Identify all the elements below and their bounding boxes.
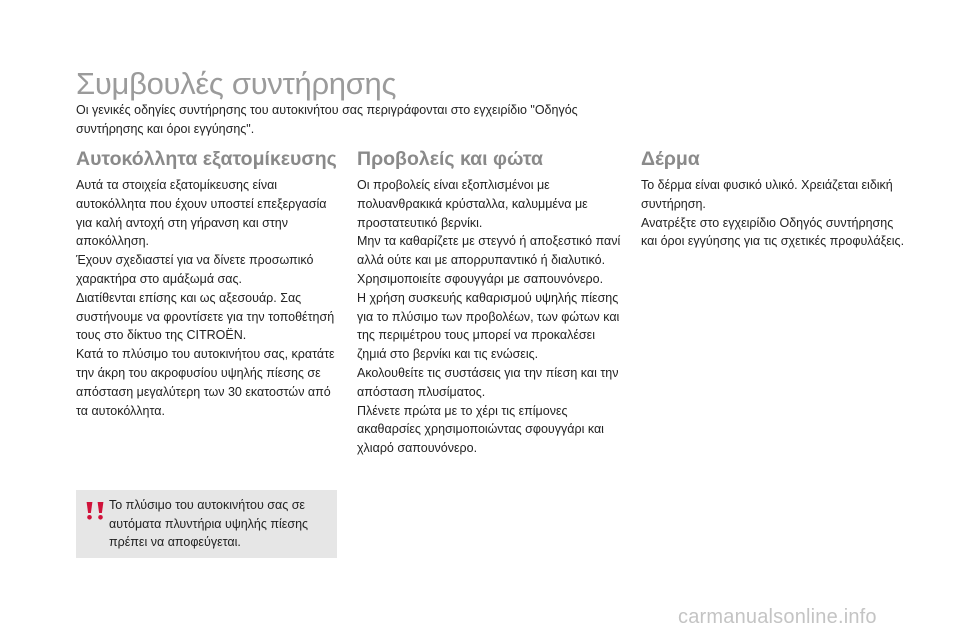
watermark: carmanualsonline.info	[678, 606, 877, 628]
paragraph: Πλένετε πρώτα με το χέρι τις επίμονες ακαθαρσίες χρησιμοποιώντας σφουγγάρι και χλιαρό σαπουνόνερο.	[357, 403, 604, 456]
intro-text: Οι γενικές οδηγίες συντήρησης του αυτοκινήτου σας περιγράφονται στο εγχειρίδιο "Οδηγός συντήρησης και όροι εγγύησης".	[76, 103, 578, 136]
paragraph: Ανατρέξτε στο εγχειρίδιο Οδηγός συντήρησης και όροι εγγύησης για τις σχετικές προφυλάξεις.	[641, 215, 905, 249]
paragraph: Διατίθενται επίσης και ως αξεσουάρ. Σας συστήνουμε να φροντίσετε για την τοποθέτησή τους στο δίκτυο της CITROËN.	[76, 290, 335, 343]
paragraph: Το δέρμα είναι φυσικό υλικό. Χρειάζεται ειδική συντήρηση.	[641, 178, 893, 211]
paragraph: Αυτά τα στοιχεία εξατομίκευσης είναι αυτοκόλλητα που έχουν υποστεί επεξεργασία για καλή αντοχή στη γήρανση και στην αποκόλληση.	[76, 178, 327, 249]
paragraph: Μην τα καθαρίζετε με στεγνό ή αποξεστικό πανί αλλά ούτε και με απορρυπαντικό ή διαλυτικό.	[357, 234, 621, 268]
warning-box	[76, 490, 337, 558]
paragraph: Κατά το πλύσιμο του αυτοκινήτου σας, κρατάτε την άκρη του ακροφυσίου υψηλής πίεσης σε απόσταση μεγαλύτερη των 30 εκατοστών από τα αυτοκόλλητα.	[76, 347, 335, 418]
page-title: Συμβουλές συντήρησης	[76, 66, 397, 101]
section-stickers	[76, 147, 344, 420]
warning-text: Το πλύσιμο του αυτοκινήτου σας σε αυτόματα πλυντήρια υψηλής πίεσης πρέπει να αποφεύγεται.	[109, 498, 309, 549]
paragraph: Οι προβολείς είναι εξοπλισμένοι με πολυανθρακικά κρύσταλλα, καλυμμένα με προστατευτικό βερνίκι.	[357, 178, 588, 230]
section-leather	[641, 147, 911, 251]
section-headlamps	[357, 147, 627, 458]
paragraph: Ακολουθείτε τις συστάσεις για την πίεση και την απόσταση πλυσίματος.	[357, 365, 619, 399]
paragraph: Χρησιμοποιείτε σφουγγάρι με σαπουνόνερο.	[357, 271, 604, 286]
section-heading: Προβολείς και φώτα	[357, 148, 544, 170]
paragraph: Η χρήση συσκευής καθαρισμού υψηλής πίεσης για το πλύσιμο των προβολέων, των φώτων και της περιμέτρου τους μπορεί να προκαλέσει ζημιά στο βερνίκι και τις ενώσεις.	[357, 290, 620, 362]
paragraph: Έχουν σχεδιαστεί για να δίνετε προσωπικό χαρακτήρα στο αμάξωμά σας.	[76, 253, 314, 286]
section-heading: Δέρμα	[641, 148, 700, 170]
double-exclamation-warning-icon	[84, 500, 106, 522]
section-heading: Αυτοκόλλητα εξατομίκευσης	[76, 148, 337, 170]
